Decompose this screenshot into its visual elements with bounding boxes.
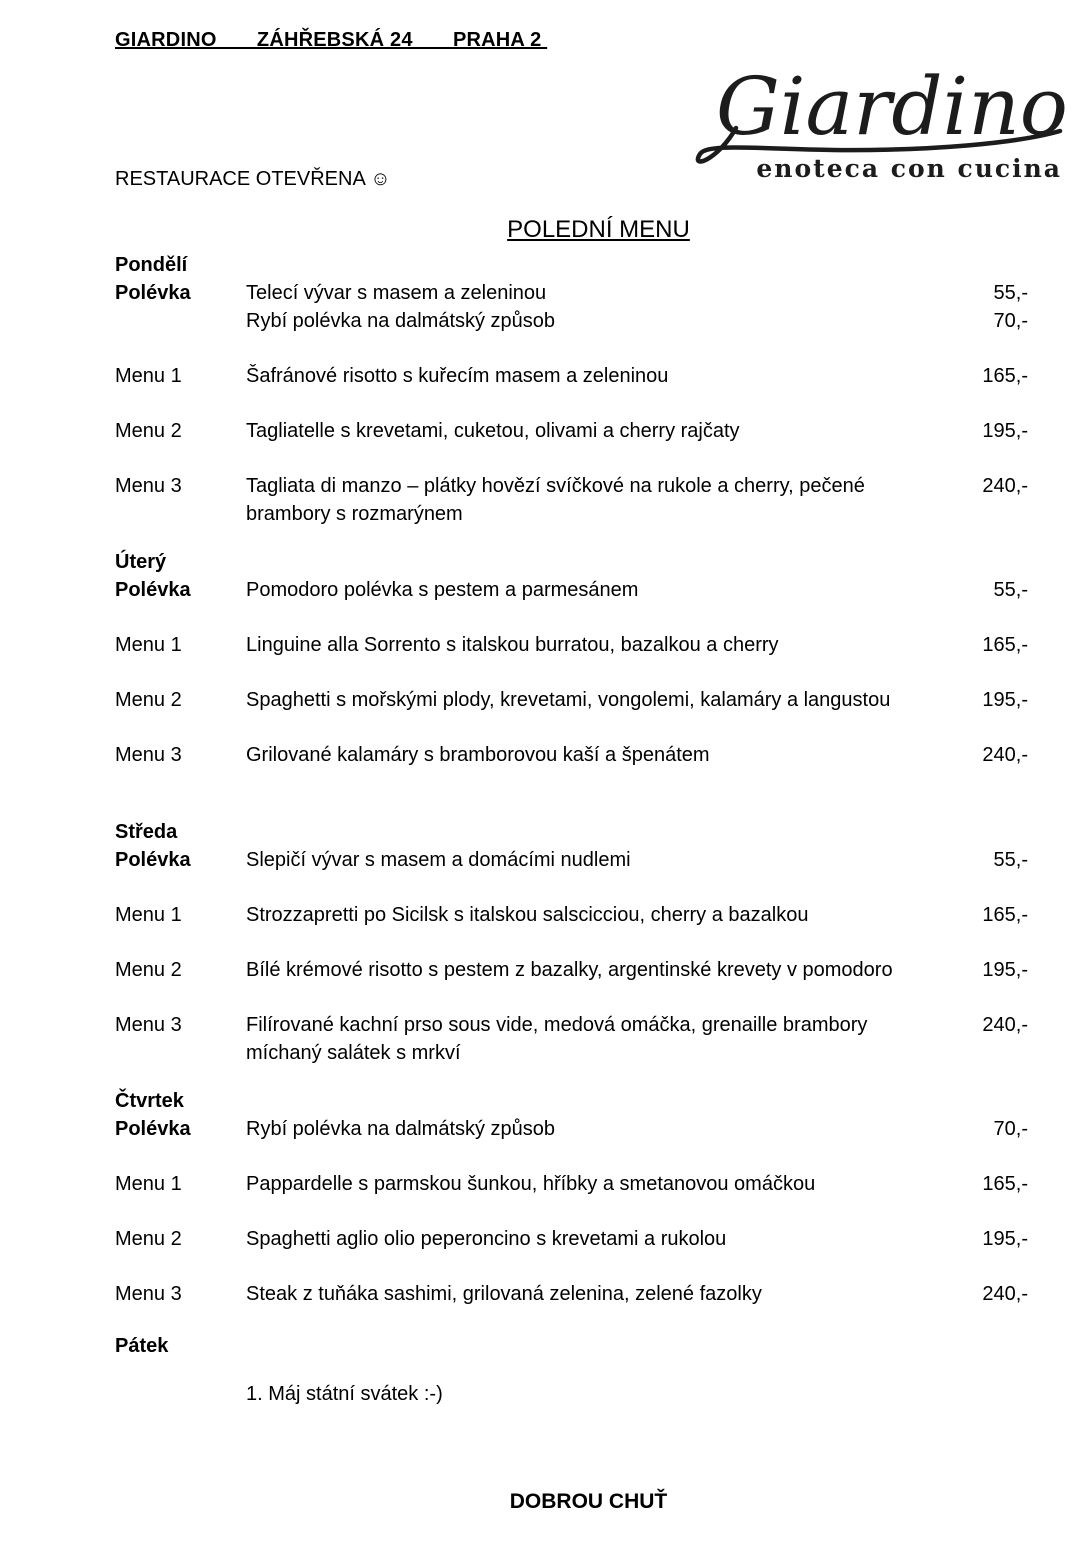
row-item-text [246,1011,980,1067]
logo-script-text: Giardino [716,60,1068,153]
row-price: 165,- [982,365,1028,387]
menu-title: POLEDNÍ MENU [507,216,690,243]
menu-row [115,631,1028,659]
row-item-text-line1: Bílé krémové risotto s pestem z bazalky, argentinské krevety v pomodoro [246,959,893,981]
row-item-text [246,576,980,604]
menu-row [115,1011,1028,1067]
menu-row [115,1170,1028,1198]
day-block [115,818,1028,1067]
row-item-text [246,846,980,874]
row-item-text [246,631,980,659]
row-item-text [246,279,980,307]
row-item-text-line1: Pomodoro polévka s pestem a parmesánem [246,579,639,601]
row-label: Menu 1 [115,1173,182,1195]
row-item-text [246,362,980,390]
row-item-text-line1: Tagliatelle s krevetami, cuketou, olivami a cherry rajčaty [246,420,740,442]
day-block [115,251,1028,528]
holiday-note-row [115,1380,1028,1408]
row-item-text-line1: 1. Máj státní svátek :-) [246,1383,443,1405]
row-item-text-line1: Filírované kachní prso sous vide, medová omáčka, grenaille brambory [246,1014,868,1036]
row-item-text-line1: Pappardelle s parmskou šunkou, hříbky a smetanovou omáčkou [246,1173,816,1195]
row-item-text-line1: Slepičí vývar s masem a domácími nudlemi [246,849,631,871]
logo-tagline: enoteca con cucina [756,154,1062,183]
menu-row [115,1115,1028,1143]
row-item-text [246,1225,980,1253]
menu-title-wrap [115,216,1028,247]
row-item-text [246,472,980,528]
row-item-text-line1: Grilované kalamáry s bramborovou kaší a špenátem [246,744,710,766]
row-item-text [246,1115,980,1143]
row-price: 240,- [982,744,1028,766]
row-price: 70,- [993,310,1028,332]
menu-row [115,417,1028,445]
row-item-text-line1: Steak z tuňáka sashimi, grilovaná zelenina, zelené fazolky [246,1283,762,1305]
row-price: 195,- [982,959,1028,981]
row-label: Polévka [115,282,191,304]
row-item-text-line2: brambory s rozmarýnem [246,503,463,525]
row-label: Menu 1 [115,365,182,387]
row-item-text [246,741,980,769]
row-item-text-line1: Spaghetti s mořskými plody, krevetami, vongolemi, kalamáry a langustou [246,689,891,711]
row-price: 240,- [982,1014,1028,1036]
row-label: Menu 1 [115,904,182,926]
day-name: Pondělí [115,254,188,276]
row-item-text [246,1380,980,1408]
row-price: 195,- [982,1228,1028,1250]
page-header-address: GIARDINO ZÁHŘEBSKÁ 24 PRAHA 2 [115,29,548,51]
row-item-text-line1: Rybí polévka na dalmátský způsob [246,1118,556,1140]
row-label: Menu 3 [115,744,182,766]
row-item-text [246,901,980,929]
row-label: Menu 3 [115,1014,182,1036]
day-block [115,1087,1028,1308]
row-item-text-line1: Šafránové risotto s kuřecím masem a zeleninou [246,365,669,387]
row-item-text-line1: Tagliata di manzo – plátky hovězí svíčkové na rukole a cherry, pečené [246,475,865,497]
row-label: Menu 3 [115,475,182,497]
row-label: Polévka [115,849,191,871]
row-item-text [246,1280,980,1308]
footer-wrap [115,1488,1028,1518]
row-item-text-line1: Linguine alla Sorrento s italskou burratou, bazalkou a cherry [246,634,779,656]
row-price: 165,- [982,634,1028,656]
day-name: Středa [115,821,178,843]
row-item-text-line2: míchaný salátek s mrkví [246,1042,461,1064]
menu-row [115,686,1028,714]
row-price: 195,- [982,420,1028,442]
menu-days [115,251,1028,1408]
row-label: Menu 2 [115,689,182,711]
row-price: 55,- [993,579,1028,601]
row-item-text [246,686,980,714]
menu-row [115,901,1028,929]
menu-row [115,472,1028,528]
row-item-text [246,1170,980,1198]
day-name: Čtvrtek [115,1090,184,1112]
menu-row [115,1225,1028,1253]
row-item-text [246,956,980,984]
row-label: Menu 2 [115,1228,182,1250]
row-label: Menu 1 [115,634,182,656]
status-line: RESTAURACE OTEVŘENA ☺ [115,168,391,190]
row-price: 240,- [982,475,1028,497]
row-item-text-line1: Telecí vývar s masem a zeleninou [246,282,547,304]
menu-row [115,956,1028,984]
menu-row [115,307,1028,335]
row-label: Menu 2 [115,959,182,981]
restaurant-logo [688,48,1068,190]
menu-row [115,279,1028,307]
row-price: 165,- [982,1173,1028,1195]
menu-row [115,362,1028,390]
menu-row [115,846,1028,874]
row-label: Menu 2 [115,420,182,442]
day-block [115,548,1028,769]
row-label: Menu 3 [115,1283,182,1305]
menu-row [115,1280,1028,1308]
footer-greeting: DOBROU CHUŤ [509,1490,668,1513]
row-item-text-line1: Rybí polévka na dalmátský způsob [246,310,556,332]
logo-graphic [688,48,1068,190]
row-label: Polévka [115,1118,191,1140]
row-price: 240,- [982,1283,1028,1305]
row-item-text [246,417,980,445]
row-price: 55,- [993,849,1028,871]
row-label: Polévka [115,579,191,601]
row-item-text [246,307,980,335]
row-price: 70,- [993,1118,1028,1140]
row-price: 55,- [993,282,1028,304]
day-name: Úterý [115,551,167,573]
day-name: Pátek [115,1335,169,1357]
row-price: 195,- [982,689,1028,711]
day-block [115,1332,1028,1408]
menu-row [115,576,1028,604]
row-price: 165,- [982,904,1028,926]
row-item-text-line1: Spaghetti aglio olio peperoncino s krevetami a rukolou [246,1228,727,1250]
menu-row [115,741,1028,769]
row-item-text-line1: Strozzapretti po Sicilsk s italskou salscicciou, cherry a bazalkou [246,904,809,926]
